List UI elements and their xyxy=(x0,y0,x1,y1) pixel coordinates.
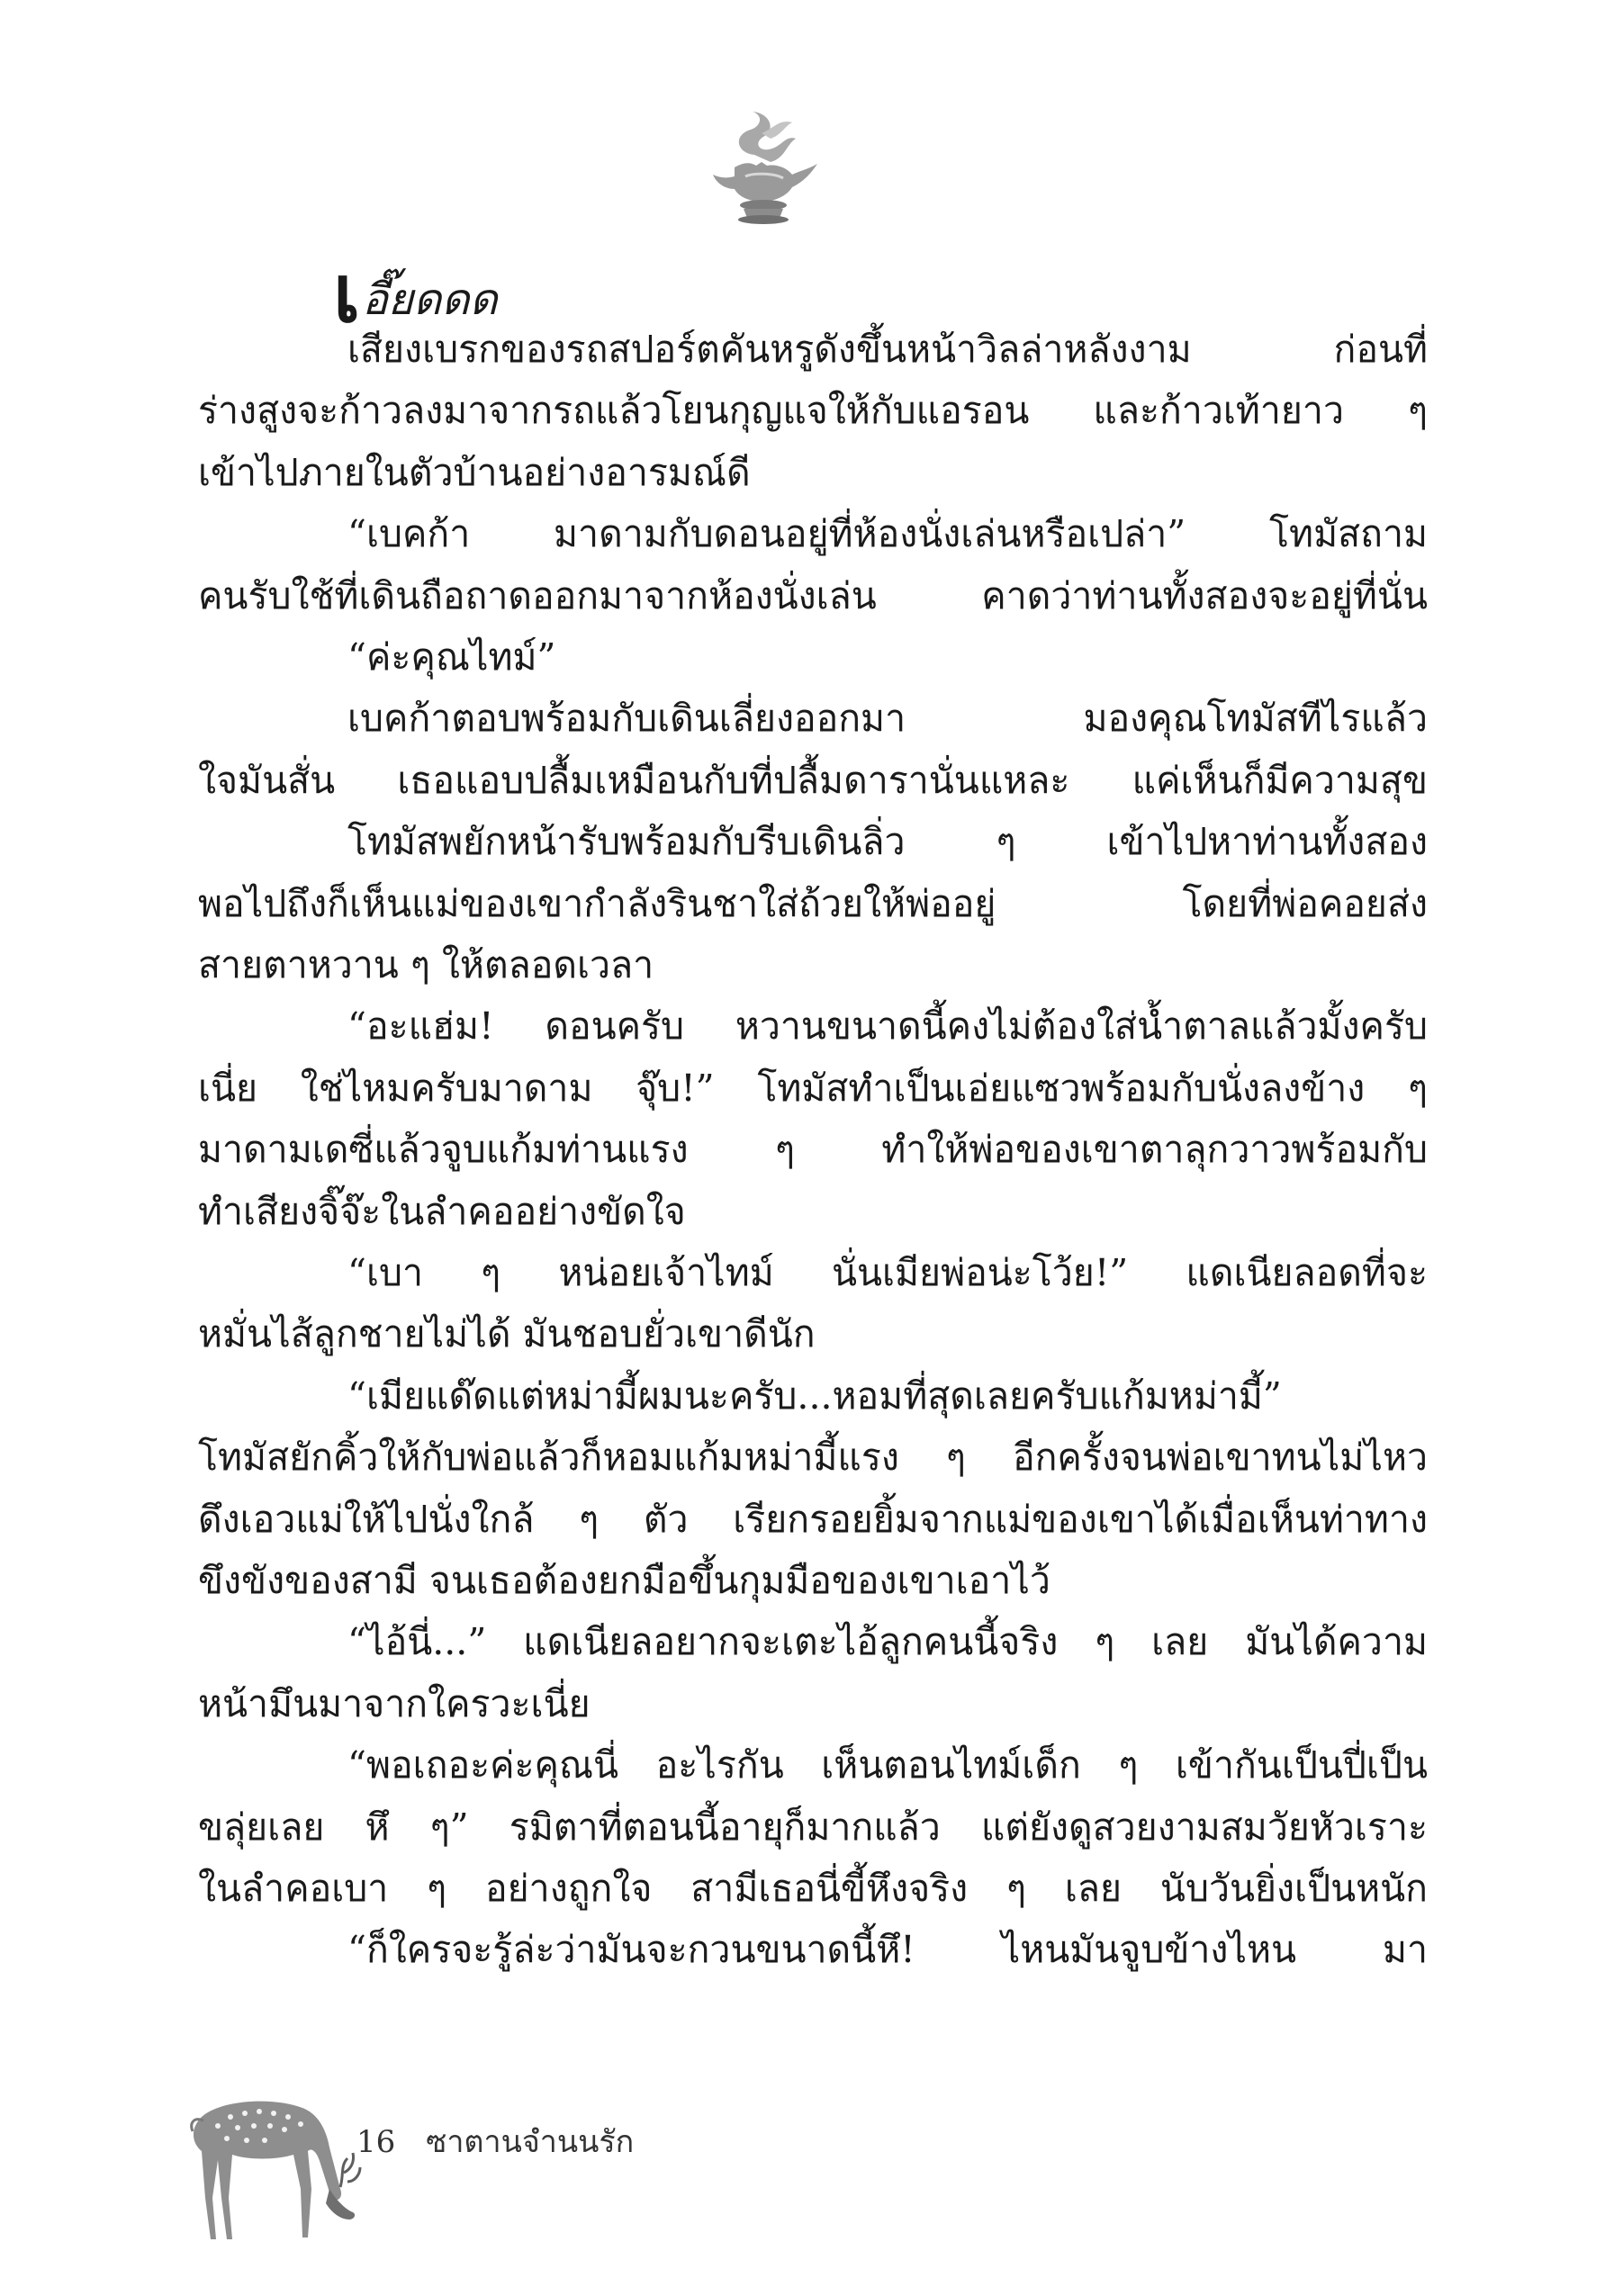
paragraph-first-line: โทมัสพยักหน้ารับพร้อมกับรีบเดินลิ่ว ๆ เข้าไปหาท่านทั้งสอง xyxy=(347,820,1428,863)
drop-cap: เ xyxy=(333,247,361,340)
paragraph-first-line: เสียงเบรกของรถสปอร์ตคันหรูดังขึ้นหน้าวิลล่าหลังงาม ก่อนที่ xyxy=(347,328,1428,371)
paragraph-line: ใจมันสั่น เธอแอบปลื้มเหมือนกับที่ปลื้มดารานั่นแหละ แค่เห็นก็มีความสุข xyxy=(198,759,1428,802)
paragraph-first-line: “พอเถอะค่ะคุณนี่ อะไรกัน เห็นตอนไทม์เด็ก ๆ เข้ากันเป็นปี่เป็น xyxy=(347,1743,1428,1787)
paragraph-line: หมั่นไส้ลูกชายไม่ได้ มันชอบยั่วเขาดีนัก xyxy=(198,1312,816,1355)
paragraph-first-line: “ก็ใครจะรู้ล่ะว่ามันจะกวนขนาดนี้หึ! ไหนมันจูบข้างไหน มา xyxy=(347,1928,1428,1971)
paragraph-first-line: “ค่ะคุณไทม์” xyxy=(347,635,556,679)
paragraph-line: ในลำคอเบา ๆ อย่างถูกใจ สามีเธอนี่ขี้หึงจริง ๆ เลย นับวันยิ่งเป็นหนัก xyxy=(198,1867,1428,1910)
opening-sound-word: อี๊ยดดด xyxy=(362,275,498,325)
paragraph-first-line: “เบคก้า มาดามกับดอนอยู่ที่ห้องนั่งเล่นหรือเปล่า” โทมัสถาม xyxy=(347,512,1428,555)
paragraph-line: ขลุ่ยเลย หึ ๆ” รมิตาที่ตอนนี้อายุก็มากแล้ว แต่ยังดูสวยงามสมวัยหัวเราะ xyxy=(198,1805,1428,1849)
paragraph-line: ทำเสียงจิ๊จ๊ะในลำคออย่างขัดใจ xyxy=(198,1190,686,1233)
paragraph-first-line: “อะแฮ่ม! ดอนครับ หวานขนาดนี้คงไม่ต้องใส่น้ำตาลแล้วมั้งครับ xyxy=(347,1004,1428,1048)
paragraph-first-line: เบคก้าตอบพร้อมกับเดินเลี่ยงออกมา มองคุณโทมัสทีไรแล้ว xyxy=(347,697,1428,740)
page-number: 16 xyxy=(356,2124,396,2160)
paragraph-line: ร่างสูงจะก้าวลงมาจากรถแล้วโยนกุญแจให้กับแอรอน และก้าวเท้ายาว ๆ xyxy=(198,389,1428,432)
paragraph-line: ขึงขังของสามี จนเธอต้องยกมือขึ้นกุมมือของเขาเอาไว้ xyxy=(198,1559,1050,1602)
book-title: ซาตานจำนนรัก xyxy=(426,2124,635,2160)
chapter-opening xyxy=(333,247,498,340)
page-footer xyxy=(356,2117,634,2165)
paragraph-line: สายตาหวาน ๆ ให้ตลอดเวลา xyxy=(198,943,654,986)
paragraph-line: คนรับใช้ที่เดินถือถาดออกมาจากห้องนั่งเล่น คาดว่าท่านทั้งสองจะอยู่ที่นั่น xyxy=(198,574,1428,617)
paragraph-line: มาดามเดซี่แล้วจูบแก้มท่านแรง ๆ ทำให้พ่อของเขาตาลุกวาวพร้อมกับ xyxy=(198,1128,1428,1171)
paragraph-line: เนี่ย ใช่ไหมครับมาดาม จุ๊บ!” โทมัสทำเป็นเอ่ยแซวพร้อมกับนั่งลงข้าง ๆ xyxy=(198,1067,1428,1110)
deer-icon xyxy=(176,2054,365,2252)
paragraph-line: เข้าไปภายในตัวบ้านอย่างอารมณ์ดี xyxy=(198,451,751,494)
paragraph-line: พอไปถึงก็เห็นแม่ของเขากำลังรินชาใส่ถ้วยให้พ่ออยู่ โดยที่พ่อคอยส่ง xyxy=(198,882,1428,925)
paragraph-first-line: “เบา ๆ หน่อยเจ้าไทม์ นั่นเมียพ่อน่ะโว้ย!” แดเนียลอดที่จะ xyxy=(347,1251,1428,1294)
paragraph-line: โทมัสยักคิ้วให้กับพ่อแล้วก็หอมแก้มหม่ามี้แรง ๆ อีกครั้งจนพ่อเขาทนไม่ไหว xyxy=(198,1436,1428,1479)
magic-lamp-icon xyxy=(699,108,825,234)
paragraph-first-line: “ไอ้นี่...” แดเนียลอยากจะเตะไอ้ลูกคนนี้จริง ๆ เลย มันได้ความ xyxy=(347,1620,1428,1663)
paragraph-first-line: “เมียแด๊ดแต่หม่ามี้ผมนะครับ...หอมที่สุดเลยครับแก้มหม่ามี้” xyxy=(347,1374,1282,1418)
paragraph-line: หน้ามึนมาจากใครวะเนี่ย xyxy=(198,1682,591,1725)
paragraph-line: ดึงเอวแม่ให้ไปนั่งใกล้ ๆ ตัว เรียกรอยยิ้มจากแม่ของเขาได้เมื่อเห็นท่าทาง xyxy=(198,1498,1428,1541)
